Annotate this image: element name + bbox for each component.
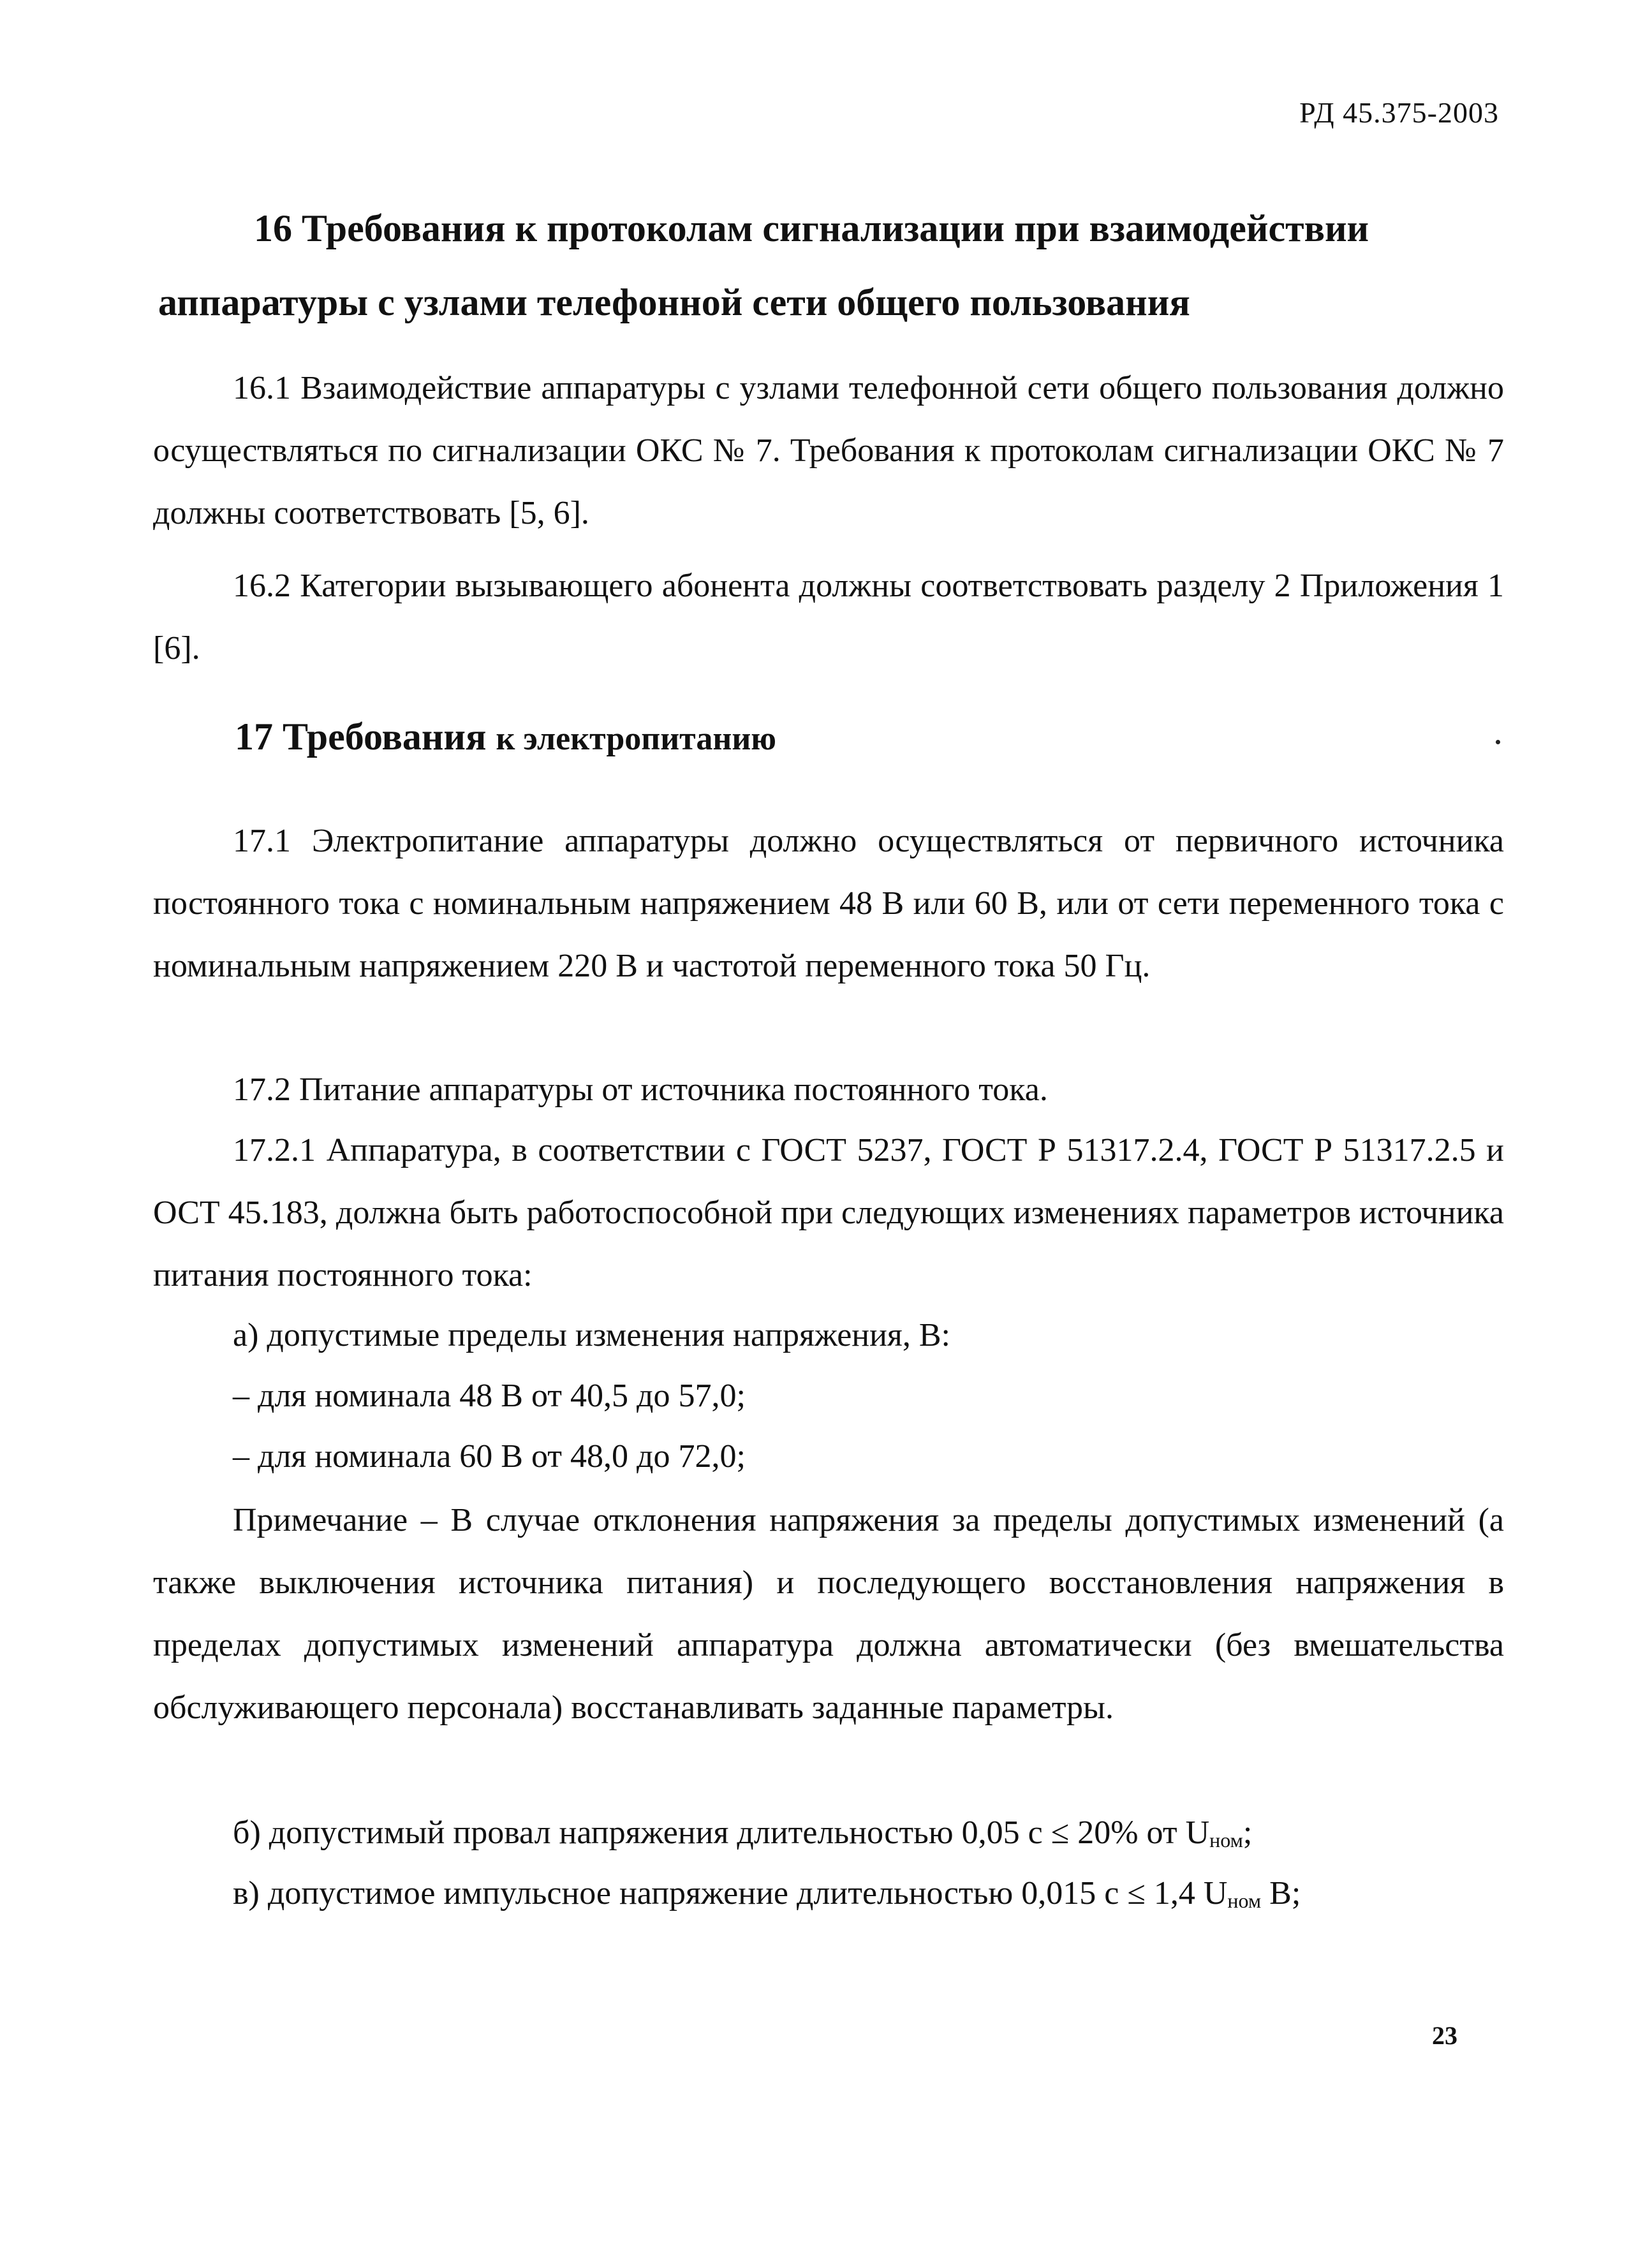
- list-item-b-end: ;: [1243, 1815, 1253, 1851]
- paragraph-16-2: 16.2 Категории вызывающего абонента должны соответствовать разделу 2 Приложения 1 [6].: [153, 568, 1504, 666]
- list-item-v: [153, 1862, 1504, 1932]
- page-number: 23: [1432, 2021, 1457, 2050]
- list-item-b: [153, 1802, 1504, 1871]
- section-16-heading-line-1: 16 Требования к протоколам сигнализации при взаимодействии: [254, 207, 1369, 249]
- list-item-v-subscript: ном: [1227, 1889, 1262, 1912]
- section-16-heading: [158, 191, 1504, 339]
- section-17-heading: [235, 708, 1581, 768]
- paragraph-17-2-1: 17.2.1 Аппаратура, в соответствии с ГОСТ 5237, ГОСТ Р 51317.2.4, ГОСТ Р 51317.2.5 и ОСТ 45.183, должна быть работоспособной при следующих изменениях параметров источника питания постоянного тока:: [153, 1132, 1504, 1293]
- paragraph-17-2: 17.2 Питание аппаратуры от источника постоянного тока.: [233, 1071, 1048, 1108]
- list-item-b-subscript: ном: [1209, 1829, 1243, 1852]
- list-item-v-end: В;: [1261, 1875, 1301, 1911]
- paragraph-17-1: 17.1 Электропитание аппаратуры должно осуществляться от первичного источника постоянного тока с номинальным напряжением 48 В или 60 В, или от сети переменного тока с номинальным напряжением 220 В и частотой переменного тока 50 Гц.: [153, 823, 1504, 984]
- note-paragraph: Примечание – В случае отклонения напряжения за пределы допустимых изменений (а также выключения источника питания) и последующего восстановления напряжения в пределах допустимых изменений аппаратура должна автоматически (без вмешательства обслуживающего персонала) восстанавливать заданные параметры.: [153, 1502, 1504, 1726]
- paragraph-16-1: 16.1 Взаимодействие аппаратуры с узлами телефонной сети общего пользования должно осуществляться по сигнализации ОКС № 7. Требования к протоколам сигнализации ОКС № 7 должны соответствовать [5, 6].: [153, 370, 1504, 531]
- list-item-b-text: б) допустимый провал напряжения длительностью 0,05 с ≤ 20% от U: [233, 1815, 1210, 1851]
- list-item-v-text: в) допустимое импульсное напряжение длительностью 0,015 с ≤ 1,4 U: [233, 1875, 1228, 1911]
- list-dash-60v: – для номинала 60 В от 48,0 до 72,0;: [233, 1438, 746, 1475]
- scan-speck: [1496, 740, 1500, 744]
- document-code: РД 45.375-2003: [1299, 96, 1499, 129]
- section-17-heading-rest: к электропитанию: [496, 721, 777, 757]
- section-17-heading-main: 17 Требования: [235, 716, 487, 758]
- section-16-heading-line-2: аппаратуры с узлами телефонной сети общего пользования: [158, 281, 1190, 323]
- list-dash-48v: – для номинала 48 В от 40,5 до 57,0;: [233, 1378, 746, 1414]
- list-item-a: а) допустимые пределы изменения напряжения, В:: [233, 1317, 950, 1353]
